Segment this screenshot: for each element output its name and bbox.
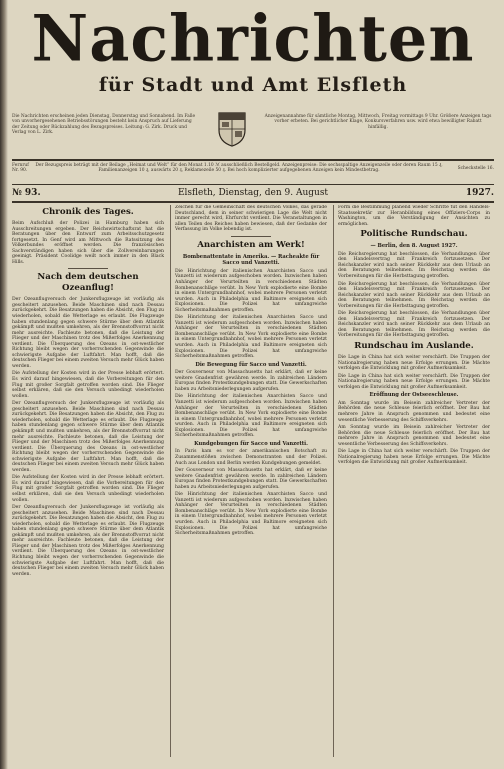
- article-text: Die Hinrichtung der italienischen Anarchisten Sacco und Vanzetti ist wiederum aufgeschoben worden. Inzwischen haben Anhänger der Verurteilten in verschiedenen Städten Bombenanschläge verübt. In New York explodierte eine Bombe in einem Untergrundbahnhof, wobei mehrere Personen verletzt wurden. Auch in Philadelphia und Baltimore ereigneten sich Explosionen. Die Polizei hat umfangreiche Sicherheitsmaßnahmen getroffen.: [175, 315, 327, 360]
- headline: Rundschau im Auslande.: [354, 340, 474, 351]
- article-text: Die Hinrichtung der italienischen Anarchisten Sacco und Vanzetti ist wiederum aufgeschoben worden. Inzwischen haben Anhänger der Verurteilten in verschiedenen Städten Bombenanschläge verübt. In New York explodierte eine Bombe in einem Untergrundbahnhof, wobei mehrere Personen verletzt wurden. Auch in Philadelphia und Baltimore ereigneten sich Explosionen. Die Polizei hat umfangreiche Sicherheitsmaßnahmen getroffen.: [175, 268, 327, 313]
- article-text: Zeichen für die Gemeinschaft des deutschen Volkes, das gerade Deutschland, dem in seiner schwierigen Lage die Welt nicht immer gerecht wird, Ehrfurcht verdient. Die Veranstaltungen in allen Teilen des Reiches haben bewiesen, daß der Gedanke der Verfassung im Volke lebendig ist.: [175, 205, 327, 233]
- headline: Politische Rundschau.: [360, 229, 468, 240]
- article-text: Die Reichsregierung hat beschlossen, die Verhandlungen über den Handelsvertrag mit Frankreich fortzusetzen. Der Reichskanzler wird nach seiner Rückkehr aus dem Urlaub an den Beratungen teilnehmen. Im Reichstag werden die Vorbereitungen für die Herbsttagung getroffen.: [338, 281, 490, 309]
- article-text: Die Aufstellung der Kosten wird in der Presse lebhaft erörtert. Es wird darauf hingewiesen, daß die Vorbereitungen für den Flug mit großer Sorgfalt getroffen worden sind. Die Flieger selbst erklären, daß sie den Versuch unbedingt wiederholen wollen.: [12, 475, 164, 503]
- subheadline: — Berlin, den 8. August 1927.: [370, 243, 458, 250]
- article-text: Die Reichsregierung hat beschlossen, die Verhandlungen über den Handelsvertrag mit Frankreich fortzusetzen. Der Reichskanzler wird nach seiner Rückkehr aus dem Urlaub an den Beratungen teilnehmen. Im Reichstag werden die Vorbereitungen für die Herbsttagung getroffen.: [338, 251, 490, 279]
- check-office: Scheckstelle 16.: [457, 166, 494, 171]
- article-text: Die Reichsregierung hat beschlossen, die Verhandlungen über den Handelsvertrag mit Frankreich fortzusetzen. Der Reichskanzler wird nach seiner Rückkehr aus dem Urlaub an den Beratungen teilnehmen. Im Reichstag werden die Vorbereitungen für die Herbsttagung getroffen.: [338, 311, 490, 339]
- headline: Anarchisten am Werk!: [197, 239, 305, 250]
- subheadline: Kundgebungen für Sacco und Vanzetti.: [194, 440, 308, 447]
- newspaper-page: [12, 6, 494, 763]
- issue-year: 1927.: [465, 188, 494, 198]
- column-2: [175, 205, 327, 757]
- article-text: Beim Aufschluß der Polizei in Hamburg haben sich Ausschreitungen ergeben. Der Reichswirtschaftsrat hat die Beratungen über den Entwurf zum Arbeitsschutzgesetz fortgesetzt. In Genf wird am Mittwoch die Ratssitzung des Völkerbundes eröffnet werden. Die französischen Sachverständigen haben sich über die Zollvereinbarungen geeinigt. Präsident Coolidge weilt noch immer in den Black Hills.: [12, 221, 164, 265]
- subheadline: Bombenattentate in Amerika. — Racheakte für Sacco und Vanzetti.: [182, 253, 320, 267]
- headline: Nach dem deutschen Ozeanflug!: [37, 272, 139, 294]
- article-text: Der Ozeanflugversuch der Junkersflugzeuge ist vorläufig als gescheitert anzusehen. Beide Maschinen sind nach Dessau zurückgekehrt. Die Besatzungen haben die Absicht, den Flug zu wiederholen, sobald die Wetterlage es erlaubt. Die Flugzeuge haben stundenlang gegen schwere Stürme über dem Atlantik gekämpft und mußten umkehren, als der Brennstoffvorrat nicht mehr ausreichte. Fachleute betonen, daß die Leistung der Flieger und der Maschinen trotz des Mißerfolges Anerkennung verdient. Die Überquerung des Ozeans in ost-westlicher Richtung bleibt wegen der vorherrschenden Gegenwinde die schwierigste Aufgabe der Luftfahrt. Man hofft, daß die deutschen Flieger bei einem zweiten Versuch mehr Glück haben werden.: [12, 401, 164, 473]
- article-text: Die Lage in China hat sich weiter verschärft. Die Truppen der Nationalregierung haben neue Erfolge errungen. Die Mächte verfolgen die Entwicklung mit großer Aufmerksamkeit.: [338, 354, 490, 372]
- article-text: Die Lage in China hat sich weiter verschärft. Die Truppen der Nationalregierung haben neue Erfolge errungen. Die Mächte verfolgen die Entwicklung mit großer Aufmerksamkeit.: [338, 449, 490, 466]
- article-text: Die Hinrichtung der italienischen Anarchisten Sacco und Vanzetti ist wiederum aufgeschoben worden. Inzwischen haben Anhänger der Verurteilten in verschiedenen Städten Bombenanschläge verübt. In New York explodierte eine Bombe in einem Untergrundbahnhof, wobei mehrere Personen verletzt wurden. Auch in Philadelphia und Baltimore ereigneten sich Explosionen. Die Polizei hat umfangreiche Sicherheitsmaßnahmen getroffen.: [175, 394, 327, 439]
- article-text: Die Hinrichtung der italienischen Anarchisten Sacco und Vanzetti ist wiederum aufgeschoben worden. Inzwischen haben Anhänger der Verurteilten in verschiedenen Städten Bombenanschläge verübt. In New York explodierte eine Bombe in einem Untergrundbahnhof, wobei mehrere Personen verletzt wurden. Auch in Philadelphia und Baltimore ereigneten sich Explosionen. Die Polizei hat umfangreiche Sicherheitsmaßnahmen getroffen.: [175, 492, 327, 537]
- coat-of-arms-icon: [217, 110, 247, 148]
- column-rule: [333, 205, 334, 757]
- article-text: Der Gouverneur von Massachusetts hat erklärt, daß er keine weitere Gnadenfrist gewähren werde. In zahlreichen Ländern Europas finden Protestkundgebungen statt. Die Gewerkschaften haben zu Arbeitsniederlegungen aufgerufen.: [175, 370, 327, 392]
- article-text: Form die Bestimmung planend wieder Schritte tut den Handels-Staatssekretär zur Heranbildung eines Offiziers-Corps in Washington, um die Verständigung der Ansichten zu ermöglichen.: [338, 205, 490, 227]
- column-1: [12, 205, 164, 757]
- article-text: Am Sonntag wurde im Beisein zahlreicher Vertreter der Behörden die neue Schleuse feierlich eröffnet. Der Bau hat mehrere Jahre in Anspruch genommen und bedeutet eine wesentliche Verbesserung des Schiffsverkehrs.: [338, 400, 490, 423]
- divider-dateline-top: [12, 184, 494, 185]
- article-text: Der Ozeanflugversuch der Junkersflugzeuge ist vorläufig als gescheitert anzusehen. Beide Maschinen sind nach Dessau zurückgekehrt. Die Besatzungen haben die Absicht, den Flug zu wiederholen, sobald die Wetterlage es erlaubt. Die Flugzeuge haben stundenlang gegen schwere Stürme über dem Atlantik gekämpft und mußten umkehren, als der Brennstoffvorrat nicht mehr ausreichte. Fachleute betonen, daß die Leistung der Flieger und der Maschinen trotz des Mißerfolges Anerkennung verdient. Die Überquerung des Ozeans in ost-westlicher Richtung bleibt wegen der vorherrschenden Gegenwinde die schwierigste Aufgabe der Luftfahrt. Man hofft, daß die deutschen Flieger bei einem zweiten Versuch mehr Glück haben werden.: [12, 505, 164, 577]
- masthead-subtitle: für Stadt und Amt Elsfleth: [98, 74, 408, 96]
- publication-info-left: Die Nachrichten erscheinen jeden Dienstag, Donnerstag und Sonnabend. Im Falle von unvorhergesehenen Betriebsstörungen besteht kein Anspruch auf Lieferung der Zeitung oder Rückzahlung des Bezugspreises. Leitung: G. Zirk. Druck und Verlag von L. Zirk.: [12, 114, 196, 135]
- publication-info-right: Anzeigenannahme für sämtliche Montag, Mittwoch, Freitag vormittags 9 Uhr. Größere Anzeigen tags vorher erbeten. Bei gerichtlicher Klage, Konkursverfahren usw. wird etwa bewilligter Rabatt hinfällig.: [264, 114, 492, 130]
- pricing-info: [12, 163, 494, 183]
- article-text: Am Sonntag wurde im Beisein zahlreicher Vertreter der Behörden die neue Schleuse feierlich eröffnet. Der Bau hat mehrere Jahre in Anspruch genommen und bedeutet eine wesentliche Verbesserung des Schiffsverkehrs.: [338, 425, 490, 447]
- headline: Chronik des Tages.: [42, 207, 134, 217]
- article-text: Die Lage in China hat sich weiter verschärft. Die Truppen der Nationalregierung haben neue Erfolge errungen. Die Mächte verfolgen die Entwicklung mit großer Aufmerksamkeit.: [338, 373, 490, 390]
- book-binding-edge: [0, 0, 8, 769]
- subheadline: Die Bewegung für Sacco und Vanzetti.: [195, 361, 307, 368]
- article-text: Der Gouverneur von Massachusetts hat erklärt, daß er keine weitere Gnadenfrist gewähren werde. In zahlreichen Ländern Europas finden Protestkundgebungen statt. Die Gewerkschaften haben zu Arbeitsniederlegungen aufgerufen.: [175, 468, 327, 490]
- article-text: In Paris kam es vor der amerikanischen Botschaft zu Zusammenstößen zwischen Demonstranten und der Polizei. Auch aus London und Berlin werden Kundgebungen gemeldet.: [175, 449, 327, 466]
- issue-date: Elsfleth, Dienstag, den 9. August: [177, 188, 329, 198]
- subheadline: Eröffnung der Ostseeschleuse.: [369, 392, 459, 399]
- separator: [231, 236, 271, 237]
- masthead-title: Nachrichten: [31, 6, 475, 76]
- separator: [68, 268, 108, 269]
- dateline: [12, 186, 494, 200]
- divider-top: [12, 159, 494, 161]
- pricing-text: Der Bezugspreis beträgt mit der Beilage „Heimat und Welt“ für den Monat 1.10 ℳ ausschließlich Bestellgeld. Anzeigenpreise: Die sechsspaltige Anzeigenzeile oder deren Raum 15 ₰, Familienanzeigen 10 ₰, auswärts 20 ₰, Reklamezeile 50 ₰. Bei hoch komplizierter aufgegebenen Anzeigen kein Mindestbetrag.: [35, 163, 443, 174]
- issue-number: № 93.: [12, 188, 41, 198]
- column-3: [338, 205, 490, 757]
- divider-dateline-bottom: [12, 201, 494, 203]
- phone-number: Fernruf Nr. 90.: [12, 163, 29, 174]
- article-text: Die Aufstellung der Kosten wird in der Presse lebhaft erörtert. Es wird darauf hingewiesen, daß die Vorbereitungen für den Flug mit großer Sorgfalt getroffen worden sind. Die Flieger selbst erklären, daß sie den Versuch unbedingt wiederholen wollen.: [12, 371, 164, 399]
- article-text: Der Ozeanflugversuch der Junkersflugzeuge ist vorläufig als gescheitert anzusehen. Beide Maschinen sind nach Dessau zurückgekehrt. Die Besatzungen haben die Absicht, den Flug zu wiederholen, sobald die Wetterlage es erlaubt. Die Flugzeuge haben stundenlang gegen schwere Stürme über dem Atlantik gekämpft und mußten umkehren, als der Brennstoffvorrat nicht mehr ausreichte. Fachleute betonen, daß die Leistung der Flieger und der Maschinen trotz des Mißerfolges Anerkennung verdient. Die Überquerung des Ozeans in ost-westlicher Richtung bleibt wegen der vorherrschenden Gegenwinde die schwierigste Aufgabe der Luftfahrt. Man hofft, daß die deutschen Flieger bei einem zweiten Versuch mehr Glück haben werden.: [12, 297, 164, 369]
- column-rule: [170, 205, 171, 757]
